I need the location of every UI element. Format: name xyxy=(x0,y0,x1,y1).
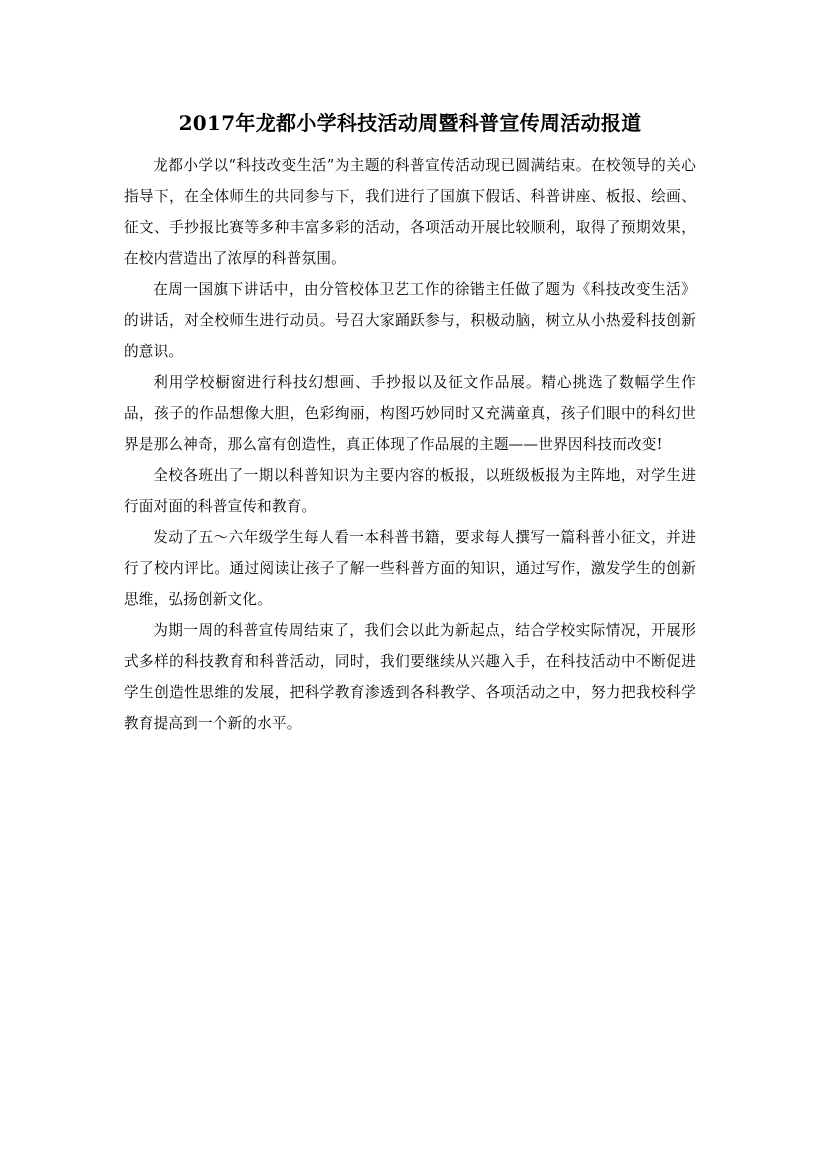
paragraph-window-exhibit: 利用学校橱窗进行科技幻想画、手抄报以及征文作品展。精心挑选了数幅学生作品，孩子的作品想像大胆，色彩绚丽，构图巧妙同时又充满童真，孩子们眼中的科幻世界是那么神奇，那么富有创造性，真正体现了作品展的主题——世界因科技而改变! xyxy=(124,374,696,453)
paragraph-reading-essay: 发动了五～六年级学生每人看一本科普书籍，要求每人撰写一篇科普小征文，并进行了校内评比。通过阅读让孩子了解一些科普方面的知识，通过写作，激发学生的创新思维，弘扬创新文化。 xyxy=(124,529,696,608)
paragraph-flag-speech: 在周一国旗下讲话中，由分管校体卫艺工作的徐锴主任做了题为《科技改变生活》的讲话，对全校师生进行动员。号召大家踊跃参与，积极动脑，树立从小热爱科技创新的意识。 xyxy=(124,281,696,360)
paragraph-conclusion: 为期一周的科普宣传周结束了，我们会以此为新起点，结合学校实际情况，开展形式多样的科技教育和科普活动，同时，我们要继续从兴趣入手，在科技活动中不断促进学生创造性思维的发展，把科学教育渗透到各科教学、各项活动之中，努力把我校科学教育提高到一个新的水平。 xyxy=(124,622,696,732)
paragraph-blackboard: 全校各班出了一期以科普知识为主要内容的板报，以班级板报为主阵地，对学生进行面对面的科普宣传和教育。 xyxy=(124,467,696,515)
paragraph-intro: 龙都小学以“科技改变生活”为主题的科普宣传活动现已圆满结束。在校领导的关心指导下，在全体师生的共同参与下，我们进行了国旗下假话、科普讲座、板报、绘画、征文、手抄报比赛等多种丰富多彩的活动，各项活动开展比较顺利，取得了预期效果，在校内营造出了浓厚的科普氛围。 xyxy=(124,157,696,267)
document-title: 2017年龙都小学科技活动周暨科普宣传周活动报道 xyxy=(178,111,642,135)
document-page xyxy=(124,108,696,739)
